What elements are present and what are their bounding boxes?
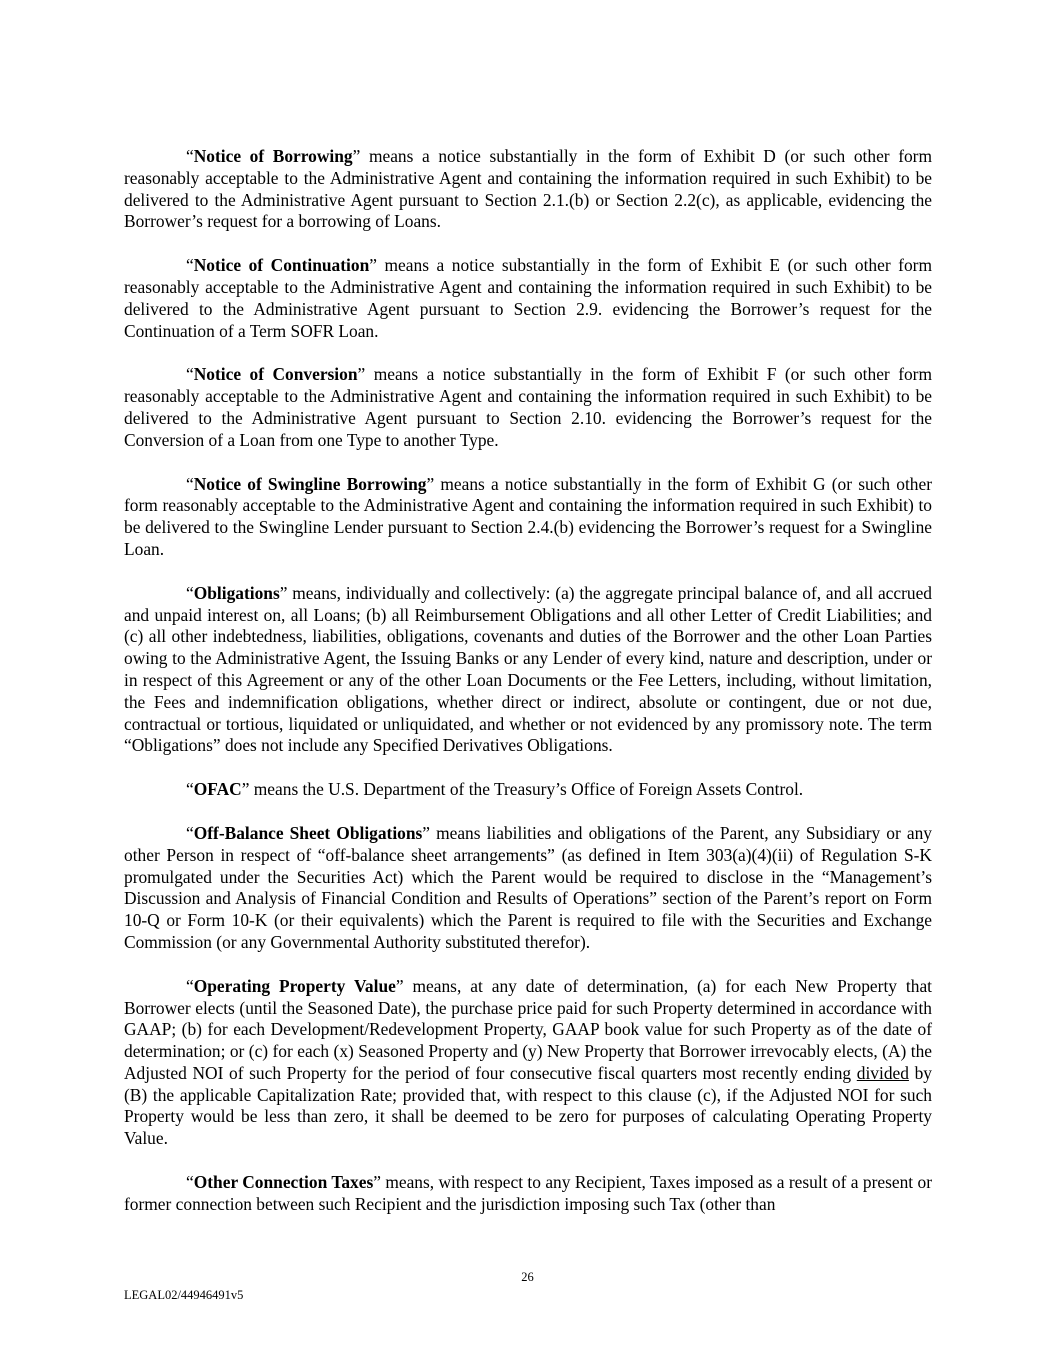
defined-term: Obligations: [193, 582, 280, 603]
defined-term: Notice of Conversion: [193, 364, 358, 385]
defined-term: Off-Balance Sheet Obligations: [193, 822, 423, 843]
definition-notice-of-continuation: “Notice of Continuation” means a notice substantially in the form of Exhibit E (or such other form reasonably acceptable to the Administrative Agent and containing the information required in such Exhibit) to be delivered to the Administrative Agent pursuant to Section 2.9. evidencing the Borrower’s request for the Continuation of a Term SOFR Loan.: [124, 255, 932, 341]
definition-text: ” means a notice substantially in the form of Exhibit F (or such other form reasonably acceptable to the Administrative Agent and containing the information required in such Exhibit) to be delivered to the Administrative Agent pursuant to Section 2.10. evidencing the Borrower’s request for the Conversion of a Loan from one Type to another Type.: [124, 364, 932, 450]
document-id: LEGAL02/44946491v5: [124, 1288, 244, 1302]
definition-text: ” means, individually and collectively: (a) the aggregate principal balance of, and all accrued and unpaid interest on, all Loans; (b) all Reimbursement Obligations and all other Letter of Credit Liabilities; and (c) all other indebtedness, liabilities, obligations, covenants and duties of the Borrower and the other Loan Parties owing to the Administrative Agent, the Issuing Banks or any Lender of every kind, nature and description, under or in respect of this Agreement or any of the other Loan Documents or the Fee Letters, including, without limitation, the Fees and indemnification obligations, whether direct or indirect, absolute or contingent, due or not due, contractual or tortious, liquidated or unliquidated, and whether or not evidenced by any promissory note. The term “Obligations” does not include any Specified Derivatives Obligations.: [124, 582, 932, 756]
definition-text: ” means a notice substantially in the form of Exhibit G (or such other form reasonably acceptable to the Administrative Agent and containing the information required in such Exhibit) to be delivered to the Swingline Lender pursuant to Section 2.4.(b) evidencing the Borrower’s request for a Swingline Loan.: [124, 473, 932, 559]
definition-text: ” means a notice substantially in the form of Exhibit D (or such other form reasonably acceptable to the Administrative Agent and containing the information required in such Exhibit) to be delivered to the Administrative Agent pursuant to Section 2.1.(b) or Section 2.2(c), as applicable, evidencing the Borrower’s request for a borrowing of Loans.: [124, 146, 933, 232]
defined-term: Notice of Continuation: [193, 255, 370, 276]
definition-notice-of-conversion: “Notice of Conversion” means a notice substantially in the form of Exhibit F (or such other form reasonably acceptable to the Administrative Agent and containing the information required in such Exhibit) to be delivered to the Administrative Agent pursuant to Section 2.10. evidencing the Borrower’s request for the Conversion of a Loan from one Type to another Type.: [124, 364, 932, 450]
document-body: [124, 146, 932, 1238]
defined-term: Notice of Borrowing: [193, 146, 353, 166]
definition-notice-of-borrowing: “Notice of Borrowing” means a notice substantially in the form of Exhibit D (or such other form reasonably acceptable to the Administrative Agent and containing the information required in such Exhibit) to be delivered to the Administrative Agent pursuant to Section 2.1.(b) or Section 2.2(c), as applicable, evidencing the Borrower’s request for a borrowing of Loans.: [124, 146, 933, 232]
defined-term: Notice of Swingline Borrowing: [193, 473, 427, 494]
defined-term: Other Connection Taxes: [193, 1172, 374, 1193]
definition-text: ” means, at any date of determination, (a) for each New Property that Borrower elects (until the Seasoned Date), the purchase price paid for such Property determined in accordance with GAAP; (b) for each Development/Redevelopment Property, GAAP book value for such Property as of the date of determination; or (c) for each (x) Seasoned Property and (y) New Property that Borrower irrevocably elects, (A) the Adjusted NOI of such Property for the period of four consecutive fiscal quarters most recently ending: [124, 975, 932, 1083]
underlined-word: divided: [856, 1062, 909, 1083]
definition-text: ” means, with respect to any Recipient, Taxes imposed as a result of a present or former connection between such Recipient and the jurisdiction imposing such Tax (other than: [124, 1172, 932, 1214]
definition-text-continued: by (B) the applicable Capitalization Rate; provided that, with respect to this clause (c), if the Adjusted NOI for such Property would be less than zero, it shall be deemed to be zero for purposes of calculating Operating Property Value.: [124, 1062, 932, 1149]
definition-ofac: “OFAC” means the U.S. Department of the Treasury’s Office of Foreign Assets Control.: [186, 779, 804, 800]
defined-term: OFAC: [193, 779, 242, 800]
definition-off-balance-sheet-obligations: “Off-Balance Sheet Obligations” means liabilities and obligations of the Parent, any Subsidiary or any other Person in respect of “off-balance sheet arrangements” (as defined in Item 303(a)(4)(ii) of Regulation S-K promulgated under the Securities Act) which the Parent would be required to disclose in the “Management’s Discussion and Analysis of Financial Condition and Results of Operations” section of the Parent’s report on Form 10-Q or Form 10-K (or their equivalents) which the Parent is required to file with the Securities and Exchange Commission (or any Governmental Authority substituted therefor).: [124, 822, 932, 952]
defined-term: Operating Property Value: [193, 975, 396, 996]
definition-notice-of-swingline-borrowing: “Notice of Swingline Borrowing” means a notice substantially in the form of Exhibit G (or such other form reasonably acceptable to the Administrative Agent and containing the information required in such Exhibit) to be delivered to the Swingline Lender pursuant to Section 2.4.(b) evidencing the Borrower’s request for a Swingline Loan.: [124, 473, 932, 559]
definition-text: ” means liabilities and obligations of the Parent, any Subsidiary or any other Person in respect of “off-balance sheet arrangements” (as defined in Item 303(a)(4)(ii) of Regulation S-K promulgated under the Securities Act) which the Parent would be required to disclose in the “Management’s Discussion and Analysis of Financial Condition and Results of Operations” section of the Parent’s report on Form 10-Q or Form 10-K (or their equivalents) which the Parent is required to file with the Securities and Exchange Commission (or any Governmental Authority substituted therefor).: [124, 822, 932, 952]
definition-obligations: “Obligations” means, individually and collectively: (a) the aggregate principal balance of, and all accrued and unpaid interest on, all Loans; (b) all Reimbursement Obligations and all other Letter of Credit Liabilities; and (c) all other indebtedness, liabilities, obligations, covenants and duties of the Borrower and the other Loan Parties owing to the Administrative Agent, the Issuing Banks or any Lender of every kind, nature and description, under or in respect of this Agreement or any of the other Loan Documents or the Fee Letters, including, without limitation, the Fees and indemnification obligations, whether direct or indirect, absolute or contingent, due or not due, contractual or tortious, liquidated or unliquidated, and whether or not evidenced by any promissory note. The term “Obligations” does not include any Specified Derivatives Obligations.: [124, 582, 932, 756]
definition-text: ” means the U.S. Department of the Treasury’s Office of Foreign Assets Control.: [241, 779, 804, 800]
page-number: 26: [521, 1270, 534, 1284]
definition-other-connection-taxes: “Other Connection Taxes” means, with respect to any Recipient, Taxes imposed as a result of a present or former connection between such Recipient and the jurisdiction imposing such Tax (other than: [124, 1172, 932, 1214]
definition-operating-property-value: “Operating Property Value” means, at any date of determination, (a) for each New Property that Borrower elects (until the Seasoned Date), the purchase price paid for such Property determined in accordance with GAAP; (b) for each Development/Redevelopment Property, GAAP book value for such Property as of the date of determination; or (c) for each (x) Seasoned Property and (y) New Property that Borrower irrevocably elects, (A) the Adjusted NOI of such Property for the period of four consecutive fiscal quarters most recently ending divided by (B) the applicable Capitalization Rate; provided that, with respect to this clause (c), if the Adjusted NOI for such Property would be less than zero, it shall be deemed to be zero for purposes of calculating Operating Property Value.: [124, 975, 932, 1149]
definition-text: ” means a notice substantially in the form of Exhibit E (or such other form reasonably acceptable to the Administrative Agent and containing the information required in such Exhibit) to be delivered to the Administrative Agent pursuant to Section 2.9. evidencing the Borrower’s request for the Continuation of a Term SOFR Loan.: [124, 255, 932, 341]
